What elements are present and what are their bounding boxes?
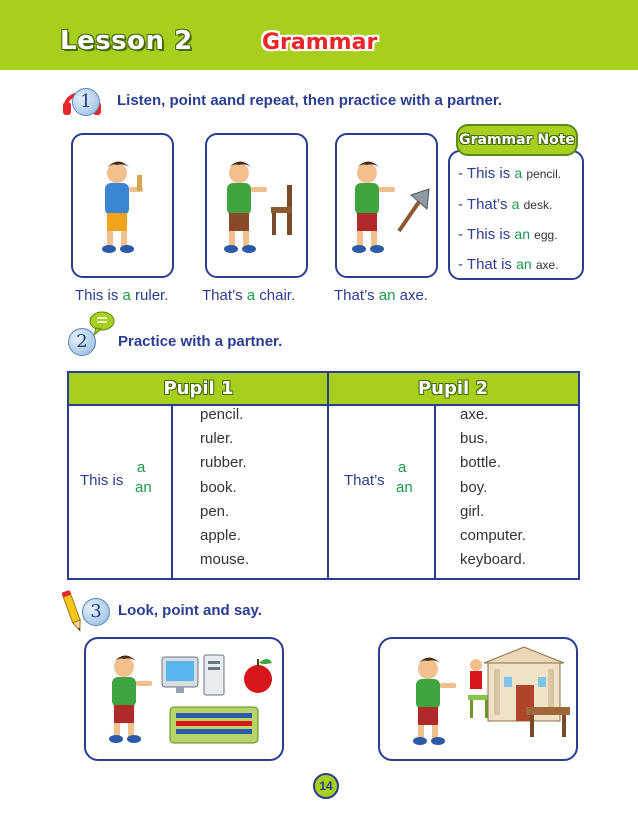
section2-instruction: Practice with a partner.	[118, 333, 283, 350]
column-divider	[327, 373, 329, 578]
noun-item: boy.	[460, 478, 488, 496]
section-number-2: 2	[68, 328, 96, 356]
pupil1-article-a: a	[137, 459, 146, 476]
look-card-building	[378, 637, 578, 761]
pupil2-header: Pupil 2	[328, 373, 578, 406]
pupil2-article-a: a	[398, 459, 407, 476]
pupil1-prefix: This is	[80, 472, 124, 489]
line-prefix: This is	[466, 165, 511, 182]
caption-prefix: This is	[75, 287, 119, 304]
caption-prefix: That’s	[334, 287, 375, 304]
boy-with-ruler-illustration	[73, 135, 172, 276]
boy-with-computer-illustration	[86, 639, 282, 759]
grammar-note-line	[458, 196, 552, 213]
caption-noun: chair.	[259, 287, 296, 304]
section-number-3: 3	[82, 598, 110, 626]
line-noun: axe.	[535, 258, 559, 272]
noun-item: computer.	[460, 527, 526, 545]
lesson-title: Lesson 2	[60, 26, 193, 56]
noun-item: apple.	[200, 527, 241, 545]
line-noun: pencil.	[526, 167, 562, 181]
noun-item: rubber.	[200, 454, 247, 472]
line-noun: desk.	[523, 198, 553, 212]
noun-item: axe.	[460, 406, 489, 423]
column-divider	[171, 406, 173, 578]
pupil1-header: Pupil 1	[69, 373, 328, 406]
pencil-icon	[62, 590, 84, 634]
line-noun: egg.	[534, 228, 558, 242]
pupil1-article-an: an	[135, 479, 152, 496]
line-prefix: This is	[466, 226, 511, 243]
noun-item: girl.	[460, 502, 485, 520]
line-prefix: That’s	[466, 196, 508, 213]
grammar-note-line	[458, 256, 559, 273]
noun-item: bottle.	[460, 454, 501, 472]
picture-card-axe	[335, 133, 438, 278]
caption-article: a	[246, 287, 256, 304]
dash: -	[458, 226, 463, 243]
noun-item: pencil.	[200, 406, 244, 423]
section-title: Grammar	[262, 30, 378, 55]
pupil2-noun-list	[460, 403, 526, 572]
dash: -	[458, 165, 463, 182]
section-number-1: 1	[72, 88, 100, 116]
picture-card-ruler	[71, 133, 174, 278]
caption-ruler	[75, 287, 168, 304]
caption-chair	[202, 287, 295, 304]
noun-item: mouse.	[200, 551, 250, 569]
pupil-practice-table	[67, 371, 580, 580]
picture-card-chair	[205, 133, 308, 278]
boy-with-chair-illustration	[207, 135, 306, 276]
noun-item: keyboard.	[460, 551, 526, 569]
line-article: a	[514, 165, 523, 181]
caption-noun: ruler.	[135, 287, 169, 304]
dash: -	[458, 256, 463, 273]
line-article: an	[516, 256, 532, 272]
grammar-note-line	[458, 226, 558, 243]
noun-item: pen.	[200, 502, 230, 520]
noun-item: ruler.	[200, 430, 234, 448]
caption-prefix: That’s	[202, 287, 243, 304]
section3-instruction: Look, point and say.	[118, 602, 262, 619]
pupil1-noun-list	[200, 403, 249, 572]
caption-article: a	[122, 287, 131, 304]
line-article: an	[514, 226, 530, 242]
noun-item: bus.	[460, 430, 489, 448]
caption-axe	[334, 287, 428, 304]
boy-with-axe-illustration	[337, 135, 436, 276]
pupil2-prefix: That’s	[344, 472, 385, 489]
page-number: 14	[313, 773, 339, 799]
noun-item: book.	[200, 478, 237, 496]
line-prefix: That is	[466, 256, 512, 273]
boy-with-building-illustration	[380, 639, 576, 759]
grammar-note-line	[458, 165, 561, 182]
caption-noun: axe.	[399, 287, 428, 304]
dash: -	[458, 196, 463, 213]
pupil2-article-an: an	[396, 479, 413, 496]
caption-article: an	[378, 287, 396, 304]
grammar-note-title: Grammar Note	[456, 124, 578, 156]
line-article: a	[511, 196, 520, 212]
column-divider	[434, 406, 436, 578]
section1-instruction: Listen, point aand repeat, then practice with a partner.	[117, 92, 503, 109]
look-card-computer	[84, 637, 284, 761]
